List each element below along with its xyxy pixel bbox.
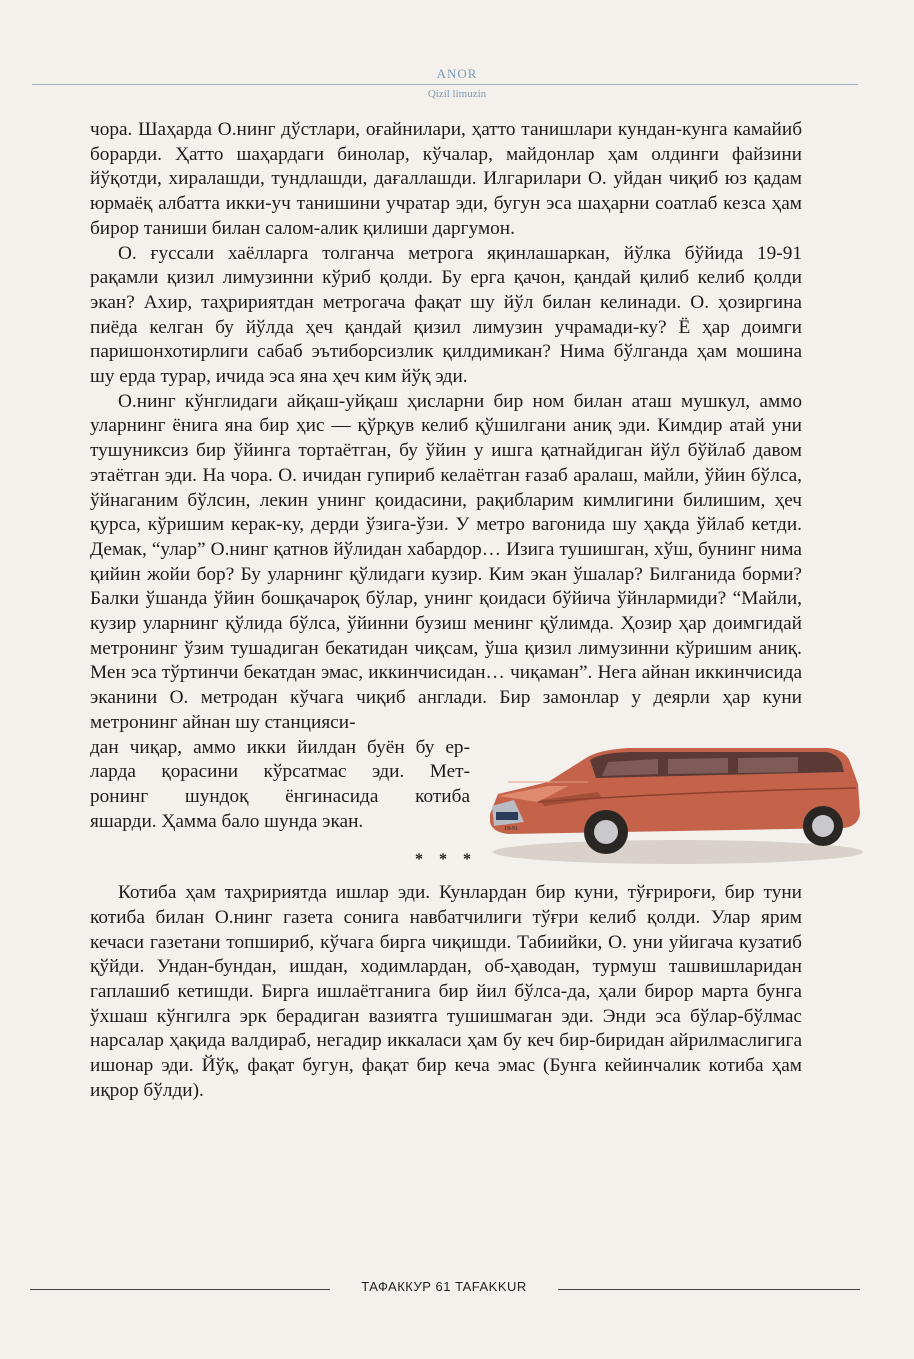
article-body <box>90 118 802 1103</box>
wrapped-text <box>90 736 470 835</box>
paragraph: чора. Шаҳарда О.нинг дўстлари, оғайнилари, ҳатто танишлари кундан-кунга камайиб борарди. Ҳатто шаҳардаги бинолар, кўчалар, майдонлар ҳам олдинги файзини йўқотди, хиралашди, тундлашди, дағаллашди. Илгарилари О. уйдан чиқиб юз қадам юрмаёқ албатта икки-уч танишини учратар эди, бугун эса шаҳарни соатлаб кезса ҳам бирор таниши билан салом-алик қилиши даргумон. <box>90 119 802 239</box>
red-limousine-image <box>478 722 863 870</box>
running-header-subtitle: Qizil limuzin <box>427 88 487 100</box>
footer-text: ТАФАККУР 61 TAFAKKUR <box>361 1279 527 1294</box>
footer-rule-right <box>558 1289 860 1290</box>
running-header-title: ANOR <box>436 66 478 81</box>
license-plate: 19-91 <box>504 825 518 832</box>
text-line: яшарди. Ҳамма бало шунда экан. <box>90 810 364 832</box>
paragraph: Котиба ҳам таҳририятда ишлар эди. Кунлардан бир куни, тўғрироғи, бир туни котиба билан О.нинг газета сонига навбатчилиги тўғри келиб қолди. Улар ярим кечаси газетани топшириб, кўчага бирга чиқишди. Табиийки, О. уни уйигача кузатиб қўйди. Ундан-бундан, ишдан, ходимлардан, об-ҳаводан, турмуш ташвишларидан гаплашиб кетишди. Бирга ишлаётганига бир йил бўлса-да, ҳали бирор марта бунга ўхшаш кўнгилга эрк берадиган вазиятга тушишмаган эди. Энди эса бўлар-бўлмас нарсалар ҳақида валдираб, негадир иккаласи ҳам бу кеч бир-биридан айрилмаслигига ишонар эди. Йўқ, фақат бугун, фақат бир кеча эмас (Бунга кейинчалик котиба ҳам иқрор бўлди). <box>90 882 802 1101</box>
text-line: ларда қорасини кўрсатмас эди. Мет- <box>90 761 470 783</box>
text-line: ронинг шундоқ ёнгинасида котиба <box>90 785 470 807</box>
paragraph: О. ғуссали хаёлларга толганча метрога яқинлашаркан, йўлка бўйида 19-91 рақамли қизил лимузинни кўриб қолди. Бу ерга қачон, қандай қилиб келиб қолди экан? Ахир, таҳририятдан метрогача фақат шу йўл билан келинади. О. ҳозиргина пиёда келган бу йўлда ҳеч қандай қизил лимузин учрамади-ку? Ё ҳар доимги паришонхотирлиги сабаб эътиборсизлик қилдимикан? Нима бўлганда ҳам мошина шу ерда турар, ичида эса яна ҳеч ким йўқ эди. <box>90 242 802 388</box>
section-separator: * * * <box>415 851 477 869</box>
paragraph: О.нинг кўнглидаги айқаш-уйқаш ҳисларни бир ном билан аташ мушкул, аммо уларнинг ёнига яна бир ҳис — қўрқув келиб қўшилгани аниқ эди. Кимдир атай уни тушуниксиз бир ўйинга тортаётган, бу ўйин у ишга қатнайдиган йўл бўйлаб давом этаётган эди. На чора. О. ичидан гупириб келаётган ғазаб аралаш, майли, ўйин бўлса, ўйнаганим бўлсин, лекин унинг қоидасини, рақибларим кимлигини билишим, ҳеч қурса, кўришим керак-ку, дерди ўзига-ўзи. У метро вагонида шу ҳақда ўйлаб кетди. Демак, “улар” О.нинг қатнов йўлидан хабардор… Изига тушишган, хўш, бунинг нима қийин жойи бор? Бу уларнинг қўлидаги кузир. Ким экан ўшалар? Билганида борми? Балки ўшанда ўйин бошқачароқ бўлар, унинг қоидаси бўйича ўйнлармиди? “Майли, кузир уларнинг қўлида бўлса, ўйинни бузиш менинг қўлимда. Ҳозир ҳар доимгидай метронинг ўзим тушадиган бекатидан чиқсам, ўша қизил лимузинни кўришим аниқ. Мен эса тўртинчи бекатдан эмас, иккинчисидан… чиқаман”. Нега айнан иккинчисида эканини О. метродан кўчага чиқиб англади. Бир замонлар у деярли ҳар куни метронинг айнан шу станцияси- <box>90 390 802 733</box>
page-footer <box>30 1279 860 1299</box>
footer-rule-left <box>30 1289 330 1290</box>
header-rule <box>32 84 858 85</box>
text-line: дан чиқар, аммо икки йилдан буён бу ер- <box>90 736 470 758</box>
text-with-image <box>90 736 802 835</box>
